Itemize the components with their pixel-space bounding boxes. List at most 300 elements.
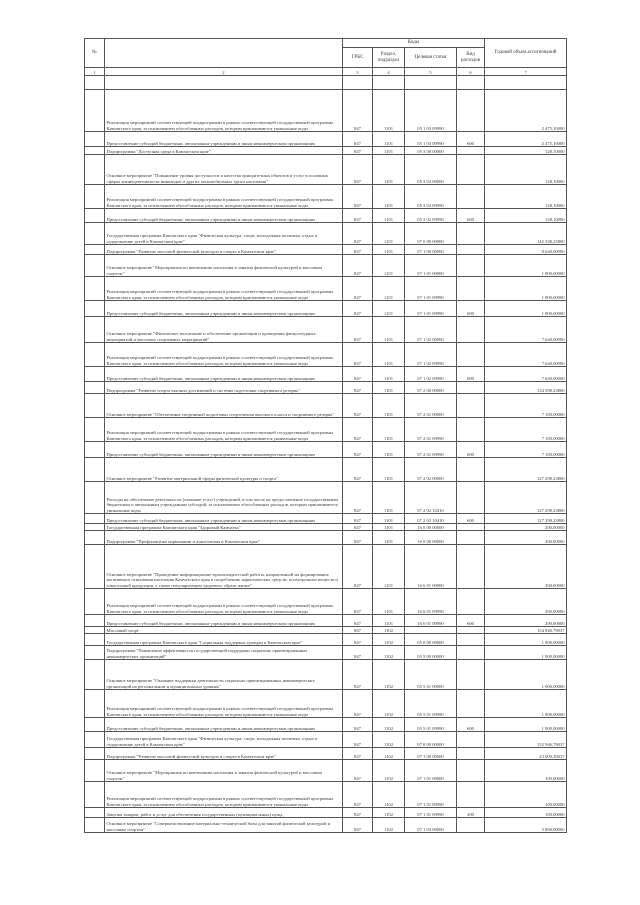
- row-grbs-cell: 847: [343, 223, 373, 245]
- row-grbs-cell: 847: [343, 317, 373, 343]
- row-name-cell: Предоставление субсидий бюджетным, автономным учреждениям и иным некоммерческим организациям: [105, 301, 343, 317]
- row-number-cell: [85, 367, 105, 382]
- row-cs-cell: 07 1 01 09990: [405, 277, 457, 301]
- row-sum-cell: 5 060,00000: [485, 818, 567, 833]
- row-razdel-cell: 1101: [373, 245, 405, 255]
- row-grbs-cell: 847: [343, 634, 373, 646]
- budget-table: [84, 38, 567, 833]
- row-razdel-cell: 1102: [373, 808, 405, 818]
- row-razdel-cell: 1101: [373, 255, 405, 277]
- codes-group-header: Коды: [343, 39, 485, 48]
- row-grbs-cell: 847: [343, 660, 373, 690]
- row-grbs-cell: 847: [343, 245, 373, 255]
- row-vr-cell: [457, 660, 485, 690]
- row-vr-cell: [457, 394, 485, 418]
- row-number-cell: [85, 760, 105, 782]
- table-row: [85, 132, 567, 147]
- row-cs-cell: 07 0 00 00000: [405, 732, 457, 748]
- row-name-cell: Подпрограмма "Повышение эффективности государственной поддержки социально ориентированных некоммерческих организаций": [105, 646, 343, 660]
- row-number-cell: [85, 458, 105, 482]
- row-vr-cell: [457, 748, 485, 760]
- row-grbs-cell: 847: [343, 514, 373, 524]
- row-razdel-cell: 1101: [373, 482, 405, 514]
- row-sum-cell: 200,00000: [485, 545, 567, 589]
- table-row: [85, 394, 567, 418]
- row-cs-cell: 05 0 00 00000: [405, 634, 457, 646]
- row-cs-cell: 07 1 02 09990: [405, 343, 457, 367]
- row-number-cell: [85, 155, 105, 185]
- table-row: [85, 760, 567, 782]
- row-cs-cell: 05 5 00 00000: [405, 646, 457, 660]
- row-razdel-cell: 1101: [373, 514, 405, 524]
- row-sum-cell: 128,10000: [485, 185, 567, 209]
- row-grbs-cell: 847: [343, 185, 373, 209]
- row-cs-cell: 05 5 01 00000: [405, 660, 457, 690]
- row-cs-cell: 05 3 02 00000: [405, 155, 457, 185]
- table-row: [85, 589, 567, 615]
- row-razdel-cell: 1102: [373, 627, 405, 634]
- row-cs-cell: 07 1 00 00000: [405, 748, 457, 760]
- row-vr-cell: 200: [457, 808, 485, 818]
- row-name-cell: Реализация мероприятий соответствующей подпрограммы в рамках соответствующей государственной программы Камчатского края, за исключением обособленных расходов, которым присваиваются уникальные коды: [105, 589, 343, 615]
- row-cs-cell: 16 0 00 00000: [405, 524, 457, 531]
- row-number-cell: [85, 418, 105, 442]
- row-vr-cell: 600: [457, 132, 485, 147]
- row-razdel-cell: 1102: [373, 690, 405, 718]
- row-name-cell: Расходы на обеспечение деятельности (оказание услуг) учреждений, в том числе на предоставление государственным бюджетным и автономным учреждениям субсидий, за исключением обособленных расходов, которым присваиваются уникальные коды: [105, 482, 343, 514]
- row-grbs-cell: 847: [343, 782, 373, 808]
- table-row: [85, 418, 567, 442]
- row-name-cell: Предоставление субсидий бюджетным, автономным учреждениям и иным некоммерческим организациям: [105, 367, 343, 382]
- table-row: [85, 382, 567, 394]
- row-name-cell: Предоставление субсидий бюджетным, автономным учреждениям и иным некоммерческим организациям: [105, 718, 343, 732]
- row-sum-cell: 2 475,10000: [485, 90, 567, 132]
- row-name-cell: Реализация мероприятий соответствующей подпрограммы в рамках соответствующей государственной программы Камчатского края, за исключением обособленных расходов, которым присваиваются уникальные коды: [105, 690, 343, 718]
- row-name-cell: Подпрограмма "Развитие спорта высших достижений и системы подготовки спортивного резерва": [105, 382, 343, 394]
- row-number-cell: [85, 818, 105, 833]
- row-sum-cell: 100,00000: [485, 782, 567, 808]
- row-sum-cell: 134 398,23800: [485, 382, 567, 394]
- row-cs-cell: 07 2 02 10410: [405, 482, 457, 514]
- row-number-cell: [85, 209, 105, 223]
- row-razdel-cell: 1102: [373, 660, 405, 690]
- row-cs-cell: 07 1 01 09990: [405, 808, 457, 818]
- spacer-row: [85, 76, 567, 90]
- row-vr-cell: [457, 418, 485, 442]
- row-grbs-cell: 847: [343, 748, 373, 760]
- row-grbs-cell: 847: [343, 367, 373, 382]
- row-name-cell: Подпрограмма "Развитие массовой физической культуры и спорта в Камчатском крае": [105, 748, 343, 760]
- row-name-cell: Основное мероприятие "Развитие материальной сферы физической культуры и спорта": [105, 458, 343, 482]
- row-cs-cell: 16 6 01 09990: [405, 589, 457, 615]
- table-row: [85, 343, 567, 367]
- table-row: [85, 524, 567, 531]
- row-cs-cell: 07 1 03 00000: [405, 818, 457, 833]
- row-number-cell: [85, 343, 105, 367]
- row-razdel-cell: 1101: [373, 367, 405, 382]
- row-razdel-cell: 1101: [373, 317, 405, 343]
- table-row: [85, 90, 567, 132]
- row-sum-cell: 200,00000: [485, 524, 567, 531]
- row-number-cell: [85, 646, 105, 660]
- row-sum-cell: 7 100,00000: [485, 418, 567, 442]
- row-razdel-cell: 1102: [373, 782, 405, 808]
- row-vr-cell: [457, 690, 485, 718]
- row-cs-cell: 07 1 01 09990: [405, 782, 457, 808]
- table-row: [85, 634, 567, 646]
- row-sum-cell: 7 640,00000: [485, 367, 567, 382]
- row-cs-cell: 05 3 00 00000: [405, 147, 457, 155]
- row-name-cell: Предоставление субсидий бюджетным, автономным учреждениям и иным некоммерческим организациям: [105, 514, 343, 524]
- row-grbs-cell: 847: [343, 155, 373, 185]
- row-razdel-cell: 1101: [373, 147, 405, 155]
- row-cs-cell: 07 2 01 00000: [405, 394, 457, 418]
- table-row: [85, 615, 567, 627]
- row-grbs-cell: 847: [343, 132, 373, 147]
- table-row: [85, 782, 567, 808]
- row-cs-cell: 05 3 02 09990: [405, 185, 457, 209]
- row-name-cell: Подпрограмма "Доступная среда в Камчатском крае": [105, 147, 343, 155]
- table-row: [85, 245, 567, 255]
- row-sum-cell: 1 900,00000: [485, 718, 567, 732]
- row-vr-cell: 600: [457, 442, 485, 458]
- row-razdel-cell: 1101: [373, 223, 405, 245]
- row-razdel-cell: 1102: [373, 634, 405, 646]
- row-number-cell: [85, 90, 105, 132]
- row-razdel-cell: 1101: [373, 382, 405, 394]
- row-sum-cell: 7 100,00000: [485, 394, 567, 418]
- row-sum-cell: 127 298,23800: [485, 458, 567, 482]
- row-name-cell: Подпрограмма "Профилактика наркомании и алкоголизма в Камчатском крае": [105, 531, 343, 545]
- row-number-cell: [85, 732, 105, 748]
- row-name-cell: Предоставление субсидий бюджетным, автономным учреждениям и иным некоммерческим организациям: [105, 615, 343, 627]
- row-razdel-cell: 1101: [373, 343, 405, 367]
- row-sum-cell: 100,00000: [485, 760, 567, 782]
- table-row: [85, 732, 567, 748]
- row-razdel-cell: 1102: [373, 760, 405, 782]
- row-sum-cell: 8 640,00000: [485, 245, 567, 255]
- row-vr-cell: [457, 458, 485, 482]
- row-grbs-cell: 847: [343, 589, 373, 615]
- row-sum-cell: 128,10000: [485, 155, 567, 185]
- row-cs-cell: 07 2 01 09990: [405, 442, 457, 458]
- row-number-cell: [85, 301, 105, 317]
- row-name-cell: Массовый спорт: [105, 627, 343, 634]
- row-sum-cell: 1 900,00000: [485, 660, 567, 690]
- row-vr-cell: [457, 531, 485, 545]
- table-body: [85, 90, 567, 833]
- table-row: [85, 209, 567, 223]
- col-sum-header: Годовой объем ассигнований: [485, 39, 567, 68]
- row-grbs-cell: 847: [343, 147, 373, 155]
- row-grbs-cell: 847: [343, 646, 373, 660]
- row-number-cell: [85, 255, 105, 277]
- row-sum-cell: 200,00000: [485, 531, 567, 545]
- row-number-cell: [85, 718, 105, 732]
- col-grbs-header: ГРБС: [343, 48, 373, 68]
- col-razdel-header: Раздел, подраздел: [373, 48, 405, 68]
- row-vr-cell: [457, 155, 485, 185]
- row-sum-cell: 200,00000: [485, 589, 567, 615]
- row-vr-cell: 600: [457, 367, 485, 382]
- row-name-cell: Реализация мероприятий соответствующей подпрограммы в рамках соответствующей государственной программы Камчатского края, за исключением обособленных расходов, которым присваиваются уникальные коды: [105, 90, 343, 132]
- row-name-cell: Основное мероприятие "Обеспечение спортивной подготовки спортсменов высокого класса и спортивного резерва": [105, 394, 343, 418]
- row-vr-cell: 600: [457, 514, 485, 524]
- row-vr-cell: 600: [457, 209, 485, 223]
- table-row: [85, 531, 567, 545]
- row-cs-cell: 07 0 00 00000: [405, 223, 457, 245]
- row-cs-cell: 07 1 01 00000: [405, 255, 457, 277]
- row-vr-cell: [457, 223, 485, 245]
- row-cs-cell: 05 1 03 09990: [405, 132, 457, 147]
- row-vr-cell: [457, 627, 485, 634]
- table-row: [85, 185, 567, 209]
- row-name-cell: Государственная программа Камчатского края "Социальная поддержка граждан в Камчатском крае": [105, 634, 343, 646]
- row-cs-cell: 07 1 02 00000: [405, 317, 457, 343]
- row-number-cell: [85, 634, 105, 646]
- row-grbs-cell: 847: [343, 627, 373, 634]
- row-sum-cell: 154 846,79037: [485, 627, 567, 634]
- row-sum-cell: 1 000,00000: [485, 301, 567, 317]
- row-cs-cell: 05 5 01 09990: [405, 690, 457, 718]
- row-number-cell: [85, 382, 105, 394]
- row-grbs-cell: 847: [343, 760, 373, 782]
- row-sum-cell: 128,10000: [485, 147, 567, 155]
- table-row: [85, 718, 567, 732]
- row-name-cell: Предоставление субсидий бюджетным, автономным учреждениям и иным некоммерческим организациям: [105, 132, 343, 147]
- row-grbs-cell: 847: [343, 458, 373, 482]
- row-number-cell: [85, 132, 105, 147]
- row-number-cell: [85, 660, 105, 690]
- table-row: [85, 147, 567, 155]
- row-name-cell: Государственная программа Камчатского края "Здоровый Камчатка": [105, 524, 343, 531]
- row-vr-cell: [457, 482, 485, 514]
- row-vr-cell: [457, 185, 485, 209]
- row-grbs-cell: 847: [343, 382, 373, 394]
- row-number-cell: [85, 808, 105, 818]
- row-name-cell: Основное мероприятие "Физическое воспитание и обеспечение организации и проведения физкультурных мероприятий и массовых спортивных мероприятий": [105, 317, 343, 343]
- table-row: [85, 155, 567, 185]
- document-sheet: [84, 38, 566, 833]
- row-vr-cell: [457, 732, 485, 748]
- row-name-cell: Реализация мероприятий соответствующей подпрограммы в рамках соответствующей государственной программы Камчатского края, за исключением обособленных расходов, которым присваиваются уникальные коды: [105, 782, 343, 808]
- table-row: [85, 818, 567, 833]
- row-sum-cell: 142 338,23800: [485, 223, 567, 245]
- row-vr-cell: [457, 646, 485, 660]
- row-razdel-cell: 1101: [373, 442, 405, 458]
- table-row: [85, 367, 567, 382]
- row-number-cell: [85, 782, 105, 808]
- row-vr-cell: [457, 245, 485, 255]
- row-vr-cell: 600: [457, 301, 485, 317]
- table-row: [85, 646, 567, 660]
- row-sum-cell: 128,10000: [485, 209, 567, 223]
- row-grbs-cell: 847: [343, 545, 373, 589]
- row-number-cell: [85, 147, 105, 155]
- row-sum-cell: 1 000,00000: [485, 255, 567, 277]
- row-grbs-cell: 847: [343, 718, 373, 732]
- row-number-cell: [85, 615, 105, 627]
- row-number-cell: [85, 514, 105, 524]
- row-razdel-cell: 1101: [373, 615, 405, 627]
- row-number-cell: [85, 185, 105, 209]
- row-cs-cell: 05 5 01 09990: [405, 718, 457, 732]
- row-vr-cell: [457, 90, 485, 132]
- row-name-cell: Реализация мероприятий соответствующей подпрограммы в рамках соответствующей государственной программы Камчатского края, за исключением обособленных расходов, которым присваиваются уникальные коды: [105, 185, 343, 209]
- row-number-cell: [85, 589, 105, 615]
- table-row: [85, 808, 567, 818]
- row-number-cell: [85, 545, 105, 589]
- row-name-cell: Реализация мероприятий соответствующей подпрограммы в рамках соответствующей государственной программы Камчатского края, за исключением обособленных расходов, которым присваиваются уникальные коды: [105, 418, 343, 442]
- row-grbs-cell: 847: [343, 531, 373, 545]
- row-grbs-cell: 847: [343, 301, 373, 317]
- row-vr-cell: [457, 634, 485, 646]
- row-razdel-cell: 1102: [373, 718, 405, 732]
- row-sum-cell: 127 298,23800: [485, 482, 567, 514]
- row-razdel-cell: 1101: [373, 524, 405, 531]
- row-cs-cell: 16 6 01 09990: [405, 615, 457, 627]
- row-sum-cell: 1 900,00000: [485, 634, 567, 646]
- row-razdel-cell: 1101: [373, 209, 405, 223]
- row-razdel-cell: 1101: [373, 155, 405, 185]
- table-row: [85, 514, 567, 524]
- row-cs-cell: 07 1 01 09990: [405, 301, 457, 317]
- row-grbs-cell: 847: [343, 442, 373, 458]
- row-sum-cell: 1 900,00000: [485, 690, 567, 718]
- row-vr-cell: [457, 524, 485, 531]
- table-row: [85, 660, 567, 690]
- row-name-cell: Основное мероприятие "Мероприятия по вовлечению населения в занятия физической культурой и массовым спортом": [105, 760, 343, 782]
- row-number-cell: [85, 442, 105, 458]
- row-cs-cell: 07 2 01 09990: [405, 418, 457, 442]
- row-name-cell: Подпрограмма "Развитие массовой физической культуры и спорта в Камчатском крае": [105, 245, 343, 255]
- row-grbs-cell: 847: [343, 343, 373, 367]
- row-sum-cell: 1 900,00000: [485, 646, 567, 660]
- row-razdel-cell: 1101: [373, 545, 405, 589]
- row-razdel-cell: 1101: [373, 132, 405, 147]
- row-grbs-cell: 847: [343, 209, 373, 223]
- column-index-row: 1 2 3 4 5 6 7: [85, 68, 567, 76]
- row-name-cell: Предоставление субсидий бюджетным, автономным учреждениям и иным некоммерческим организациям: [105, 442, 343, 458]
- row-number-cell: [85, 394, 105, 418]
- row-razdel-cell: 1102: [373, 748, 405, 760]
- row-cs-cell: 07 1 00 00000: [405, 245, 457, 255]
- row-cs-cell: 16 6 01 00000: [405, 545, 457, 589]
- row-grbs-cell: 847: [343, 482, 373, 514]
- col-vr-header: Вид расходов: [457, 48, 485, 68]
- row-name-cell: Государственная программа Камчатского края "Физическая культура, спорт, молодежная политика, отдых и оздоровление детей в Камчатском крае": [105, 732, 343, 748]
- row-vr-cell: [457, 255, 485, 277]
- row-razdel-cell: 1102: [373, 818, 405, 833]
- table-row: [85, 277, 567, 301]
- row-grbs-cell: 847: [343, 277, 373, 301]
- row-cs-cell: 07 1 02 09990: [405, 367, 457, 382]
- row-vr-cell: [457, 277, 485, 301]
- row-sum-cell: 2 475,10000: [485, 132, 567, 147]
- table-row: [85, 545, 567, 589]
- row-cs-cell: 05 1 03 09990: [405, 90, 457, 132]
- row-cs-cell: 16 6 00 00000: [405, 531, 457, 545]
- col-number-header: №: [85, 39, 105, 68]
- row-name-cell: Основное мероприятие "Оказание поддержки деятельности социально ориентированных некоммерческих организаций на региональном и муниципальных уровнях": [105, 660, 343, 690]
- row-number-cell: [85, 277, 105, 301]
- table-row: [85, 301, 567, 317]
- row-vr-cell: [457, 782, 485, 808]
- table-row: [85, 690, 567, 718]
- row-name-cell: Реализация мероприятий соответствующей подпрограммы в рамках соответствующей государственной программы Камчатского края, за исключением обособленных расходов, которым присваиваются уникальные коды: [105, 277, 343, 301]
- col-name-header: [105, 39, 343, 68]
- row-sum-cell: 152 946,79037: [485, 732, 567, 748]
- row-name-cell: Государственная программа Камчатского края "Физическая культура, спорт, молодежная политика, отдых и оздоровление детей в Камчатском крае": [105, 223, 343, 245]
- col-cs-header: Целевая статья: [405, 48, 457, 68]
- row-sum-cell: 7 100,00000: [485, 442, 567, 458]
- row-grbs-cell: 847: [343, 690, 373, 718]
- row-cs-cell: 07 2 00 00000: [405, 382, 457, 394]
- row-vr-cell: [457, 343, 485, 367]
- table-row: [85, 223, 567, 245]
- row-grbs-cell: 847: [343, 615, 373, 627]
- table-row: [85, 458, 567, 482]
- row-grbs-cell: 847: [343, 255, 373, 277]
- row-razdel-cell: 1101: [373, 185, 405, 209]
- row-number-cell: [85, 317, 105, 343]
- row-grbs-cell: 847: [343, 524, 373, 531]
- row-number-cell: [85, 482, 105, 514]
- row-number-cell: [85, 531, 105, 545]
- table-row: [85, 627, 567, 634]
- row-sum-cell: 7 640,00000: [485, 343, 567, 367]
- row-razdel-cell: 1101: [373, 394, 405, 418]
- row-cs-cell: 07 1 01 00000: [405, 760, 457, 782]
- row-vr-cell: [457, 589, 485, 615]
- row-grbs-cell: 847: [343, 418, 373, 442]
- row-name-cell: Основное мероприятие "Повышение уровня доступности и качества приоритетных объектов и услуг в основных сферах жизнедеятельности инвалидов и других маломобильных групп населения": [105, 155, 343, 185]
- row-sum-cell: 23 000,30037: [485, 748, 567, 760]
- row-sum-cell: 7 640,00000: [485, 317, 567, 343]
- row-cs-cell: 05 3 02 09990: [405, 209, 457, 223]
- table-row: [85, 255, 567, 277]
- row-razdel-cell: 1101: [373, 531, 405, 545]
- row-sum-cell: 1 000,00000: [485, 277, 567, 301]
- row-vr-cell: [457, 545, 485, 589]
- row-cs-cell: [405, 627, 457, 634]
- row-razdel-cell: 1101: [373, 458, 405, 482]
- row-vr-cell: [457, 147, 485, 155]
- row-name-cell: Закупка товаров, работ и услуг для обеспечения государственных (муниципальных) нужд: [105, 808, 343, 818]
- row-number-cell: [85, 748, 105, 760]
- row-razdel-cell: 1101: [373, 301, 405, 317]
- row-grbs-cell: 847: [343, 90, 373, 132]
- row-name-cell: Реализация мероприятий соответствующей подпрограммы в рамках соответствующей государственной программы Камчатского края, за исключением обособленных расходов, которым присваиваются уникальные коды: [105, 343, 343, 367]
- row-grbs-cell: 847: [343, 394, 373, 418]
- row-razdel-cell: 1101: [373, 277, 405, 301]
- table-row: [85, 442, 567, 458]
- row-razdel-cell: 1101: [373, 418, 405, 442]
- table-row: [85, 317, 567, 343]
- row-name-cell: Предоставление субсидий бюджетным, автономным учреждениям и иным некоммерческим организациям: [105, 209, 343, 223]
- row-cs-cell: 07 2 02 10410: [405, 514, 457, 524]
- row-number-cell: [85, 524, 105, 531]
- table-row: [85, 748, 567, 760]
- row-name-cell: Основное мероприятие "Проведение информационно-пропагандистской работы, направленной на формирование негативного отношения населения Камчатского края к потреблению наркотических средств, психотропных веществ и алкогольной продукции, а также популяризацию здорового образа жизни": [105, 545, 343, 589]
- row-vr-cell: [457, 760, 485, 782]
- row-razdel-cell: 1101: [373, 90, 405, 132]
- row-grbs-cell: 847: [343, 732, 373, 748]
- row-number-cell: [85, 690, 105, 718]
- row-vr-cell: 600: [457, 615, 485, 627]
- row-number-cell: [85, 223, 105, 245]
- row-vr-cell: [457, 818, 485, 833]
